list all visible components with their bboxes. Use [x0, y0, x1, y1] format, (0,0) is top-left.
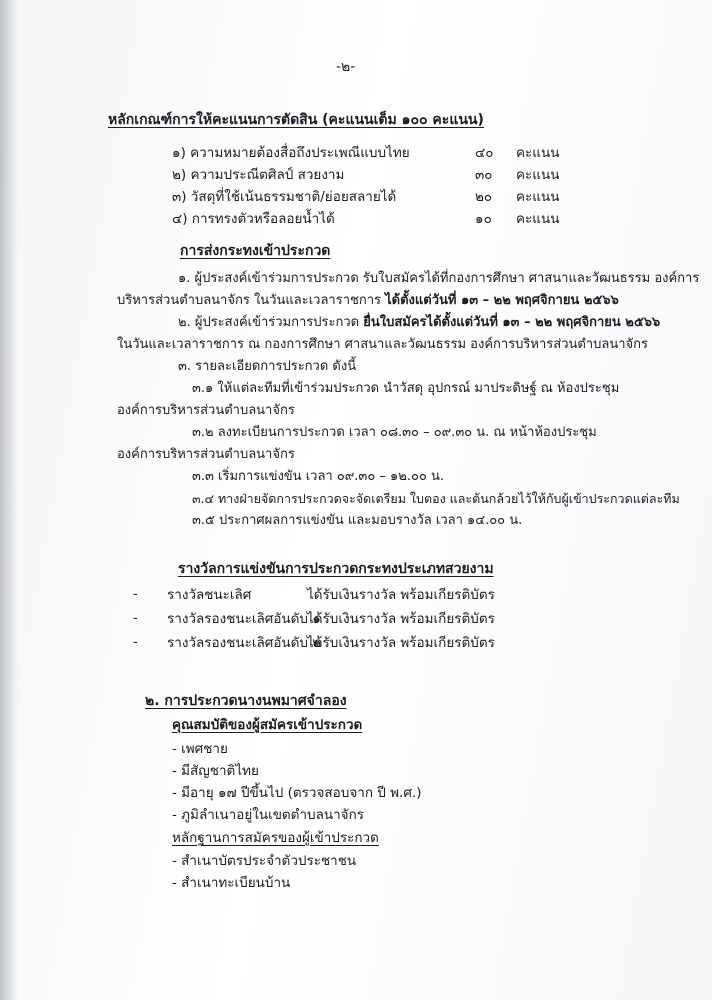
submission-p1-line1: ๑. ผู้ประสงค์เข้าร่วมการประกวด รับใบสมัครได้ที่กองการศึกษา ศาสนาและวัฒนธรรม องค์การ [178, 271, 700, 286]
criteria-item-label: ๔) การทรงตัวหรือลอยน้ำได้ [172, 211, 335, 227]
detail-3-1-line2: องค์การบริหารส่วนตำบลนาจักร [117, 403, 295, 418]
award-name: รางวัลรองชนะเลิศอันดับ ๒ [167, 635, 322, 651]
awards-heading: รางวัลการแข่งขันการประกวดกระทงประเภทสวยงาม [178, 561, 494, 577]
detail-3-1-line1: ๓.๑ ให้แต่ละทีมที่เข้าร่วมประกวด นำวัสดุ อุปกรณ์ มาประดิษฐ์ ณ ห้องประชุม [192, 381, 620, 396]
award-dash: - [133, 635, 138, 650]
award-detail: ได้รับเงินรางวัล พร้อมเกียรติบัตร [307, 611, 495, 627]
criteria-item-unit: คะแนน [516, 145, 560, 161]
submission-p2-text: ๒. ผู้ประสงค์เข้าร่วมการประกวด [178, 315, 364, 330]
criteria-item-score: ๑๐ [475, 211, 492, 227]
detail-3-3: ๓.๓ เริ่มการแข่งขัน เวลา ๐๙.๓๐ – ๑๒.๐๐ น. [192, 469, 444, 484]
criteria-item-unit: คะแนน [516, 211, 560, 227]
detail-3-2-line2: องค์การบริหารส่วนตำบลนาจักร [117, 447, 295, 462]
award-name: รางวัลรองชนะเลิศอันดับ ๑ [167, 611, 321, 627]
criteria-item-label: ๒) ความประณีตศิลป์ สวยงาม [172, 167, 345, 183]
criteria-item-score: ๒๐ [475, 189, 493, 205]
qualification-item: - มีอายุ ๑๗ ปีขึ้นไป (ตรวจสอบจาก ปี พ.ศ.) [172, 785, 422, 801]
award-detail: ได้รับเงินรางวัล พร้อมเกียรติบัตร [307, 587, 495, 603]
submission-p1-line2-text: บริหารส่วนตำบลนาจักร ในวันและเวลาราชการ [117, 293, 386, 308]
criteria-item-label: ๑) ความหมายต้องสื่อถึงประเพณีแบบไทย [172, 145, 410, 161]
section2-heading: ๒. การประกวดนางนพมาศจำลอง [145, 693, 347, 709]
submission-p2-line2: ในวันและเวลาราชการ ณ กองการศึกษา ศาสนาและวัฒนธรรม องค์การบริหารส่วนตำบลนาจักร [117, 337, 649, 352]
award-dash: - [133, 587, 138, 602]
criteria-heading: หลักเกณฑ์การให้คะแนนการตัดสิน (คะแนนเต็ม ๑๐๐ คะแนน) [108, 112, 484, 128]
award-detail: ได้รับเงินรางวัล พร้อมเกียรติบัตร [307, 635, 495, 651]
qualifications-heading: คุณสมบัติของผู้สมัครเข้าประกวด [172, 717, 363, 733]
criteria-item-unit: คะแนน [516, 189, 560, 205]
submission-p1-dates: ได้ตั้งแต่วันที่ ๑๓ – ๒๒ พฤศจิกายน ๒๕๖๖ [385, 293, 619, 308]
criteria-item-unit: คะแนน [516, 167, 560, 183]
detail-3-2-line1: ๓.๒ ลงทะเบียนการประกวด เวลา ๐๘.๓๐ – ๐๙.๓๐ น. ณ หน้าห้องประชุม [192, 425, 597, 440]
submission-p2-dates: ยื่นใบสมัครได้ตั้งแต่วันที่ ๑๓ – ๒๒ พฤศจิกายน ๒๕๖๖ [363, 315, 661, 330]
submission-p2-line1 [178, 314, 660, 332]
documents-heading: หลักฐานการสมัครของผู้เข้าประกวด [172, 830, 379, 846]
criteria-item-score: ๔๐ [475, 145, 494, 161]
submission-heading: การส่งกระทงเข้าประกวด [180, 243, 331, 259]
qualification-item: - เพศชาย [172, 741, 228, 757]
detail-3-4: ๓.๔ ทางฝ่ายจัดการประกวดจะจัดเตรียม ใบตอง และต้นกล้วยไว้ให้กับผู้เข้าประกวดแต่ละทีม [192, 491, 680, 506]
qualification-item: - ภูมิลำเนาอยู่ในเขตตำบลนาจักร [172, 807, 365, 823]
criteria-item-score: ๓๐ [475, 167, 493, 183]
criteria-item-label: ๓) วัสดุที่ใช้เน้นธรรมชาติ/ย่อยสลายได้ [172, 189, 397, 205]
submission-p1-line2 [117, 292, 619, 310]
detail-3-5: ๓.๕ ประกาศผลการแข่งขัน และมอบรางวัล เวลา ๑๔.๐๐ น. [192, 513, 523, 528]
page-number: -๒- [336, 59, 356, 75]
award-name: รางวัลชนะเลิศ [167, 587, 252, 603]
award-dash: - [133, 611, 138, 626]
page-edge-shadow [0, 0, 18, 1000]
document-item: - สำเนาบัตรประจำตัวประชาชน [172, 853, 357, 869]
qualification-item: - มีสัญชาติไทย [172, 763, 259, 779]
document-item: - สำเนาทะเบียนบ้าน [172, 875, 291, 891]
submission-p3: ๓. รายละเอียดการประกวด ดังนี้ [178, 359, 357, 374]
